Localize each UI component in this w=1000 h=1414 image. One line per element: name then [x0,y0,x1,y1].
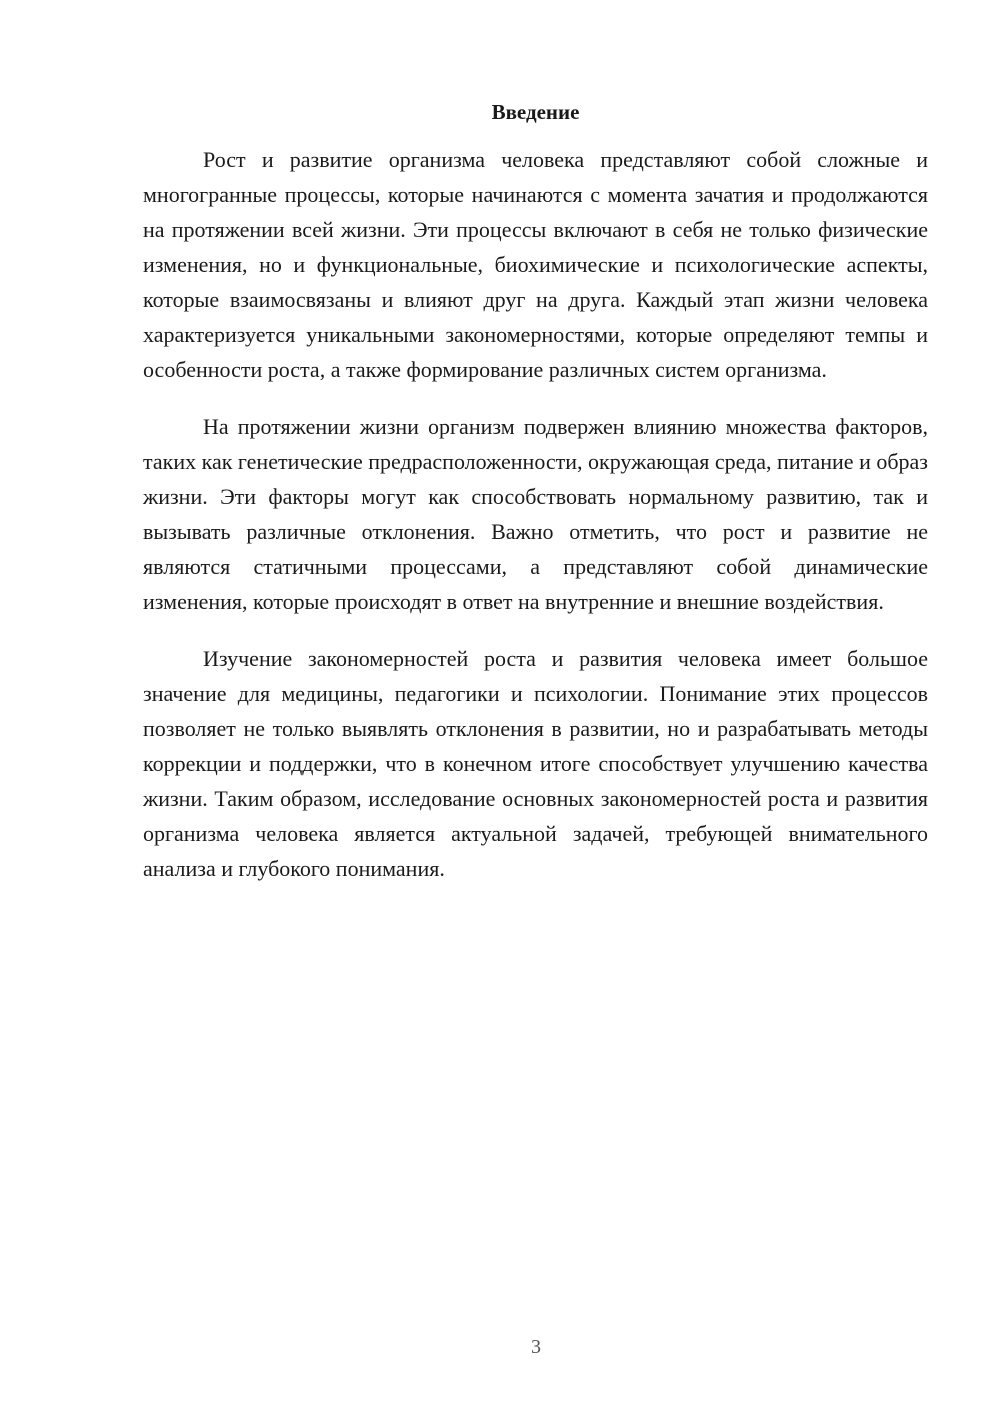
page-number: 3 [531,1336,541,1358]
paragraph-1: Рост и развитие организма человека представляют собой сложные и многогранные процессы, которые начинаются с момента зачатия и продолжаются на протяжении всей жизни. Эти процессы включают в себя не только физические изменения, но и функциональные, биохимические и психологические аспекты, которые взаимосвязаны и влияют друг на друга. Каждый этап жизни человека характеризуется уникальными закономерностями, которые определяют темпы и особенности роста, а также формирование различных систем организма. [143,147,928,382]
section-title: Введение [491,100,580,124]
paragraph-3: Изучение закономерностей роста и развития человека имеет большое значение для медицины, педагогики и психологии. Понимание этих процессов позволяет не только выявлять отклонения в развитии, но и разрабатывать методы коррекции и поддержки, что в конечном итоге способствует улучшению качества жизни. Таким образом, исследование основных закономерностей роста и развития организма человека является актуальной задачей, требующей внимательного анализа и глубокого понимания. [143,646,928,881]
body-text [143,142,928,886]
paragraph-2: На протяжении жизни организм подвержен влиянию множества факторов, таких как генетические предрасположенности, окружающая среда, питание и образ жизни. Эти факторы могут как способствовать нормальному развитию, так и вызывать различные отклонения. Важно отметить, что рост и развитие не являются статичными процессами, а представляют собой динамические изменения, которые происходят в ответ на внутренние и внешние воздействия. [143,414,928,614]
